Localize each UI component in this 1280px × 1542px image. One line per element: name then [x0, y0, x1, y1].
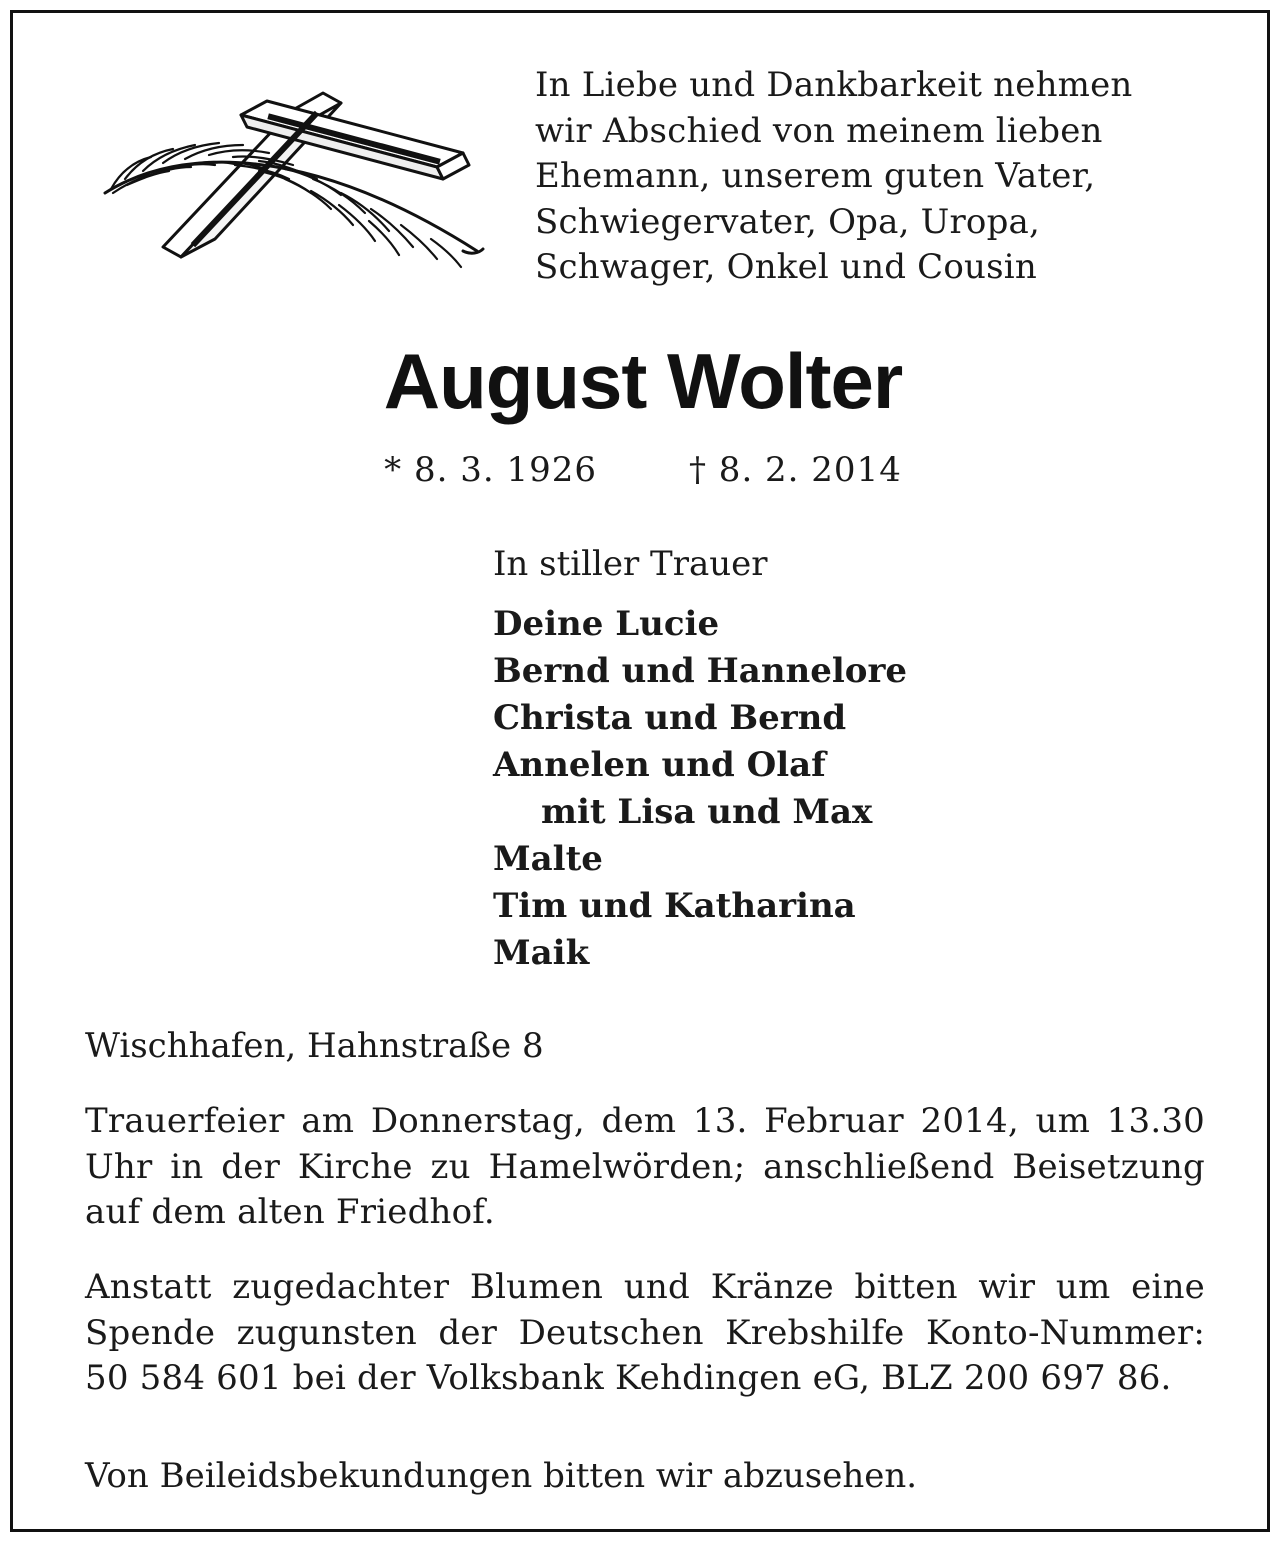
family-member: Malte — [493, 839, 603, 879]
ceremony-text: Trauerfeier am Donnerstag, dem 13. Februar 2014, um 13.30 Uhr in der Kirche zu Hamelwörden; anschließend Beisetzung auf dem alten Friedhof. — [85, 1101, 1205, 1232]
deceased-name: August Wolter — [383, 337, 903, 425]
life-dates — [13, 447, 1273, 493]
intro-line: Schwiegervater, Opa, Uropa, — [535, 201, 1041, 242]
family-member: mit Lisa und Max — [541, 792, 873, 832]
obituary-notice — [10, 10, 1270, 1532]
intro-line: wir Abschied von meinem lieben — [535, 110, 1103, 151]
intro-line: Ehemann, unserem guten Vater, — [535, 156, 1096, 196]
intro-line: In Liebe und Dankbarkeit nehmen — [535, 65, 1133, 105]
birth-date: * 8. 3. 1926 — [384, 450, 597, 490]
intro-text — [535, 63, 1215, 291]
address: Wischhafen, Hahnstraße 8 — [85, 1026, 544, 1066]
family-member: Bernd und Hannelore — [493, 651, 908, 691]
family-member: Annelen und Olaf — [493, 745, 826, 785]
mourning-label: In stiller Trauer — [493, 544, 768, 584]
death-date: † 8. 2. 2014 — [689, 450, 902, 490]
donation-text: Anstatt zugedachter Blumen und Kränze bitten wir um eine Spende zugunsten der Deutschen Krebshilfe Konto-Nummer: 50 584 601 bei der Volksbank Kehdingen eG, BLZ 200 697 86. — [85, 1267, 1205, 1398]
family-member: Maik — [493, 933, 590, 973]
family-member: Tim und Katharina — [493, 886, 856, 926]
closing-text: Von Beileidsbekundungen bitten wir abzusehen. — [85, 1456, 918, 1496]
family-member: Christa und Bernd — [493, 698, 847, 738]
intro-line: Schwager, Onkel und Cousin — [535, 247, 1037, 287]
cross-with-palm-branch-icon — [91, 75, 487, 279]
family-member: Deine Lucie — [493, 604, 720, 644]
family-list — [493, 601, 907, 977]
